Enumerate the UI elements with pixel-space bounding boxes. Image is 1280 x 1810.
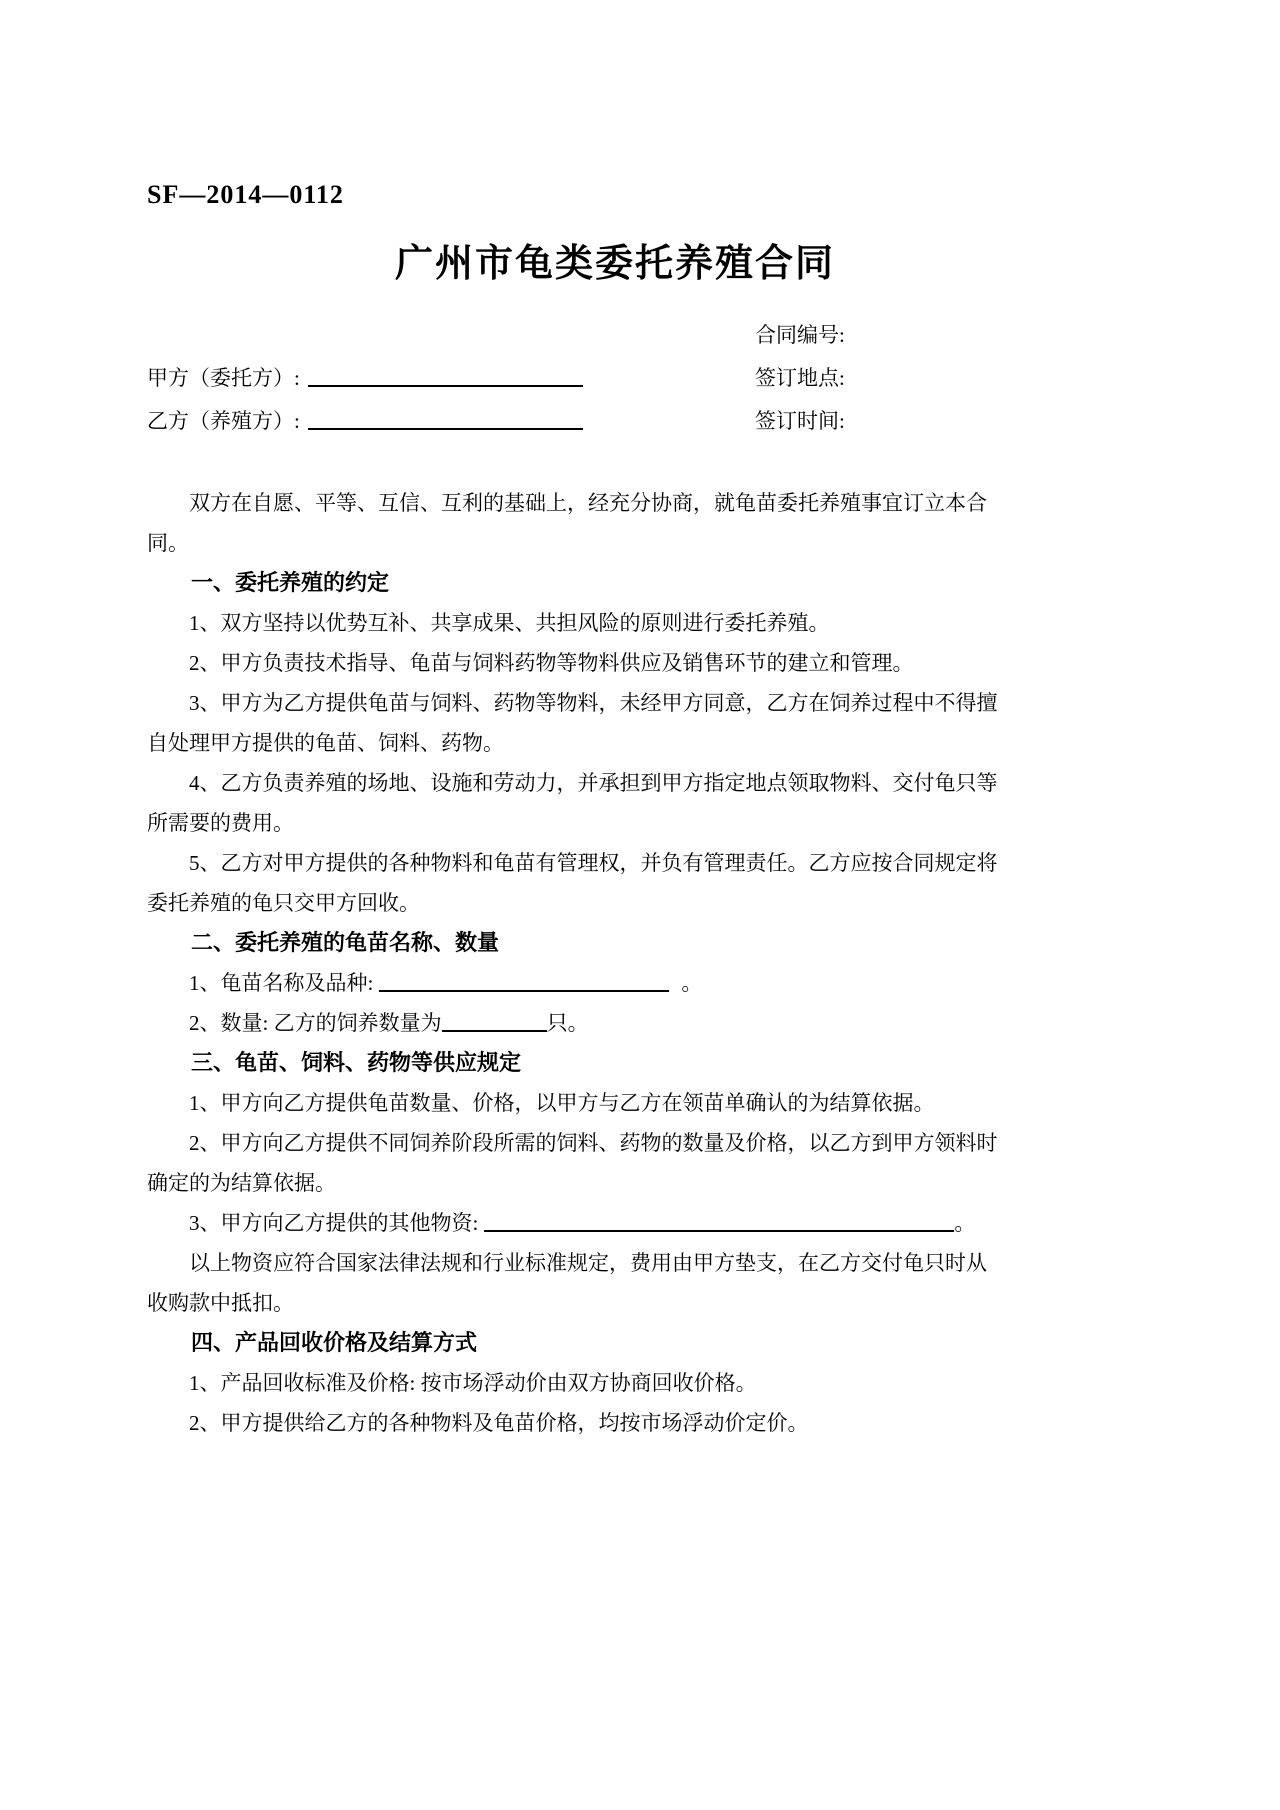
section-heading-1: 一、委托养殖的约定 [191,570,390,595]
clause-2-2 [147,1003,1007,1043]
clause-2-1-text: 1、龟苗名称及品种: [189,971,374,995]
section-heading-4: 四、产品回收价格及结算方式 [191,1330,478,1355]
clause-3-1: 1、甲方向乙方提供龟苗数量、价格，以甲方与乙方在领苗单确认的为结算依据。 [189,1091,935,1115]
party-b-fill-in-blank [308,407,583,430]
contract-number-label: 合同编号: [755,323,845,347]
clause-2-2-suffix: 只。 [546,1011,589,1035]
meta-spacer [147,314,755,357]
clause-4-1: 1、产品回收标准及价格: 按市场浮动价由双方协商回收价格。 [189,1371,757,1395]
section-heading-3: 三、龟苗、饲料、药物等供应规定 [191,1050,522,1075]
clause-1-5: 5、乙方对甲方提供的各种物料和龟苗有管理权，并负有管理责任。乙方应按合同规定将委托养殖的龟只交甲方回收。 [147,851,998,915]
party-b-label: 乙方（养殖方）: [147,409,300,433]
intro-paragraph: 双方在自愿、平等、互信、互利的基础上，经充分协商，就龟苗委托养殖事宜订立本合同。 [147,491,987,555]
party-a-line [147,357,755,400]
section-heading-2: 二、委托养殖的龟苗名称、数量 [191,930,500,955]
meta-row-contract-no [147,314,1007,357]
contract-title: 广州市龟类委托养殖合同 [394,243,835,285]
party-b-line [147,400,755,443]
sign-time-label: 签订时间: [755,409,845,433]
contract-content [147,180,1007,1443]
clause-1-3: 3、甲方为乙方提供龟苗与饲料、药物等物料，未经甲方同意，乙方在饲养过程中不得擅自处理甲方提供的龟苗、饲料、药物。 [147,691,998,755]
document-code: SF—2014—0112 [147,180,344,209]
contract-meta [147,314,1007,443]
clause-2-2-text: 2、数量: 乙方的饲养数量为 [189,1011,442,1035]
clause-1-2: 2、甲方负责技术指导、龟苗与饲料药物等物料供应及销售环节的建立和管理。 [189,651,914,675]
party-a-label: 甲方（委托方）: [147,366,300,390]
clause-4-2: 2、甲方提供给乙方的各种物料及龟苗价格，均按市场浮动价定价。 [189,1411,809,1435]
clause-1-4: 4、乙方负责养殖的场地、设施和劳动力，并承担到甲方指定地点领取物料、交付龟只等所需要的费用。 [147,771,998,835]
clause-3-3-text: 3、甲方向乙方提供的其他物资: [189,1211,479,1235]
other-materials-fill-in-blank [484,1209,954,1232]
meta-row-party-b [147,400,1007,443]
party-a-fill-in-blank [308,364,583,387]
sign-place-label: 签订地点: [755,366,845,390]
meta-row-party-a [147,357,1007,400]
clause-2-1-period: 。 [681,971,703,995]
clause-3-2: 2、甲方向乙方提供不同饲养阶段所需的饲料、药物的数量及价格，以乙方到甲方领料时确定的为结算依据。 [147,1131,998,1195]
clause-3-3-period: 。 [954,1211,976,1235]
clause-2-1 [147,963,1007,1003]
clause-3-3 [147,1203,1007,1243]
clause-1-1: 1、双方坚持以优势互补、共享成果、共担风险的原则进行委托养殖。 [189,611,830,635]
species-fill-in-blank [379,969,669,992]
clause-3-note: 以上物资应符合国家法律法规和行业标准规定，费用由甲方垫支，在乙方交付龟只时从收购款中抵扣。 [147,1251,987,1315]
quantity-fill-in-blank [442,1009,547,1032]
